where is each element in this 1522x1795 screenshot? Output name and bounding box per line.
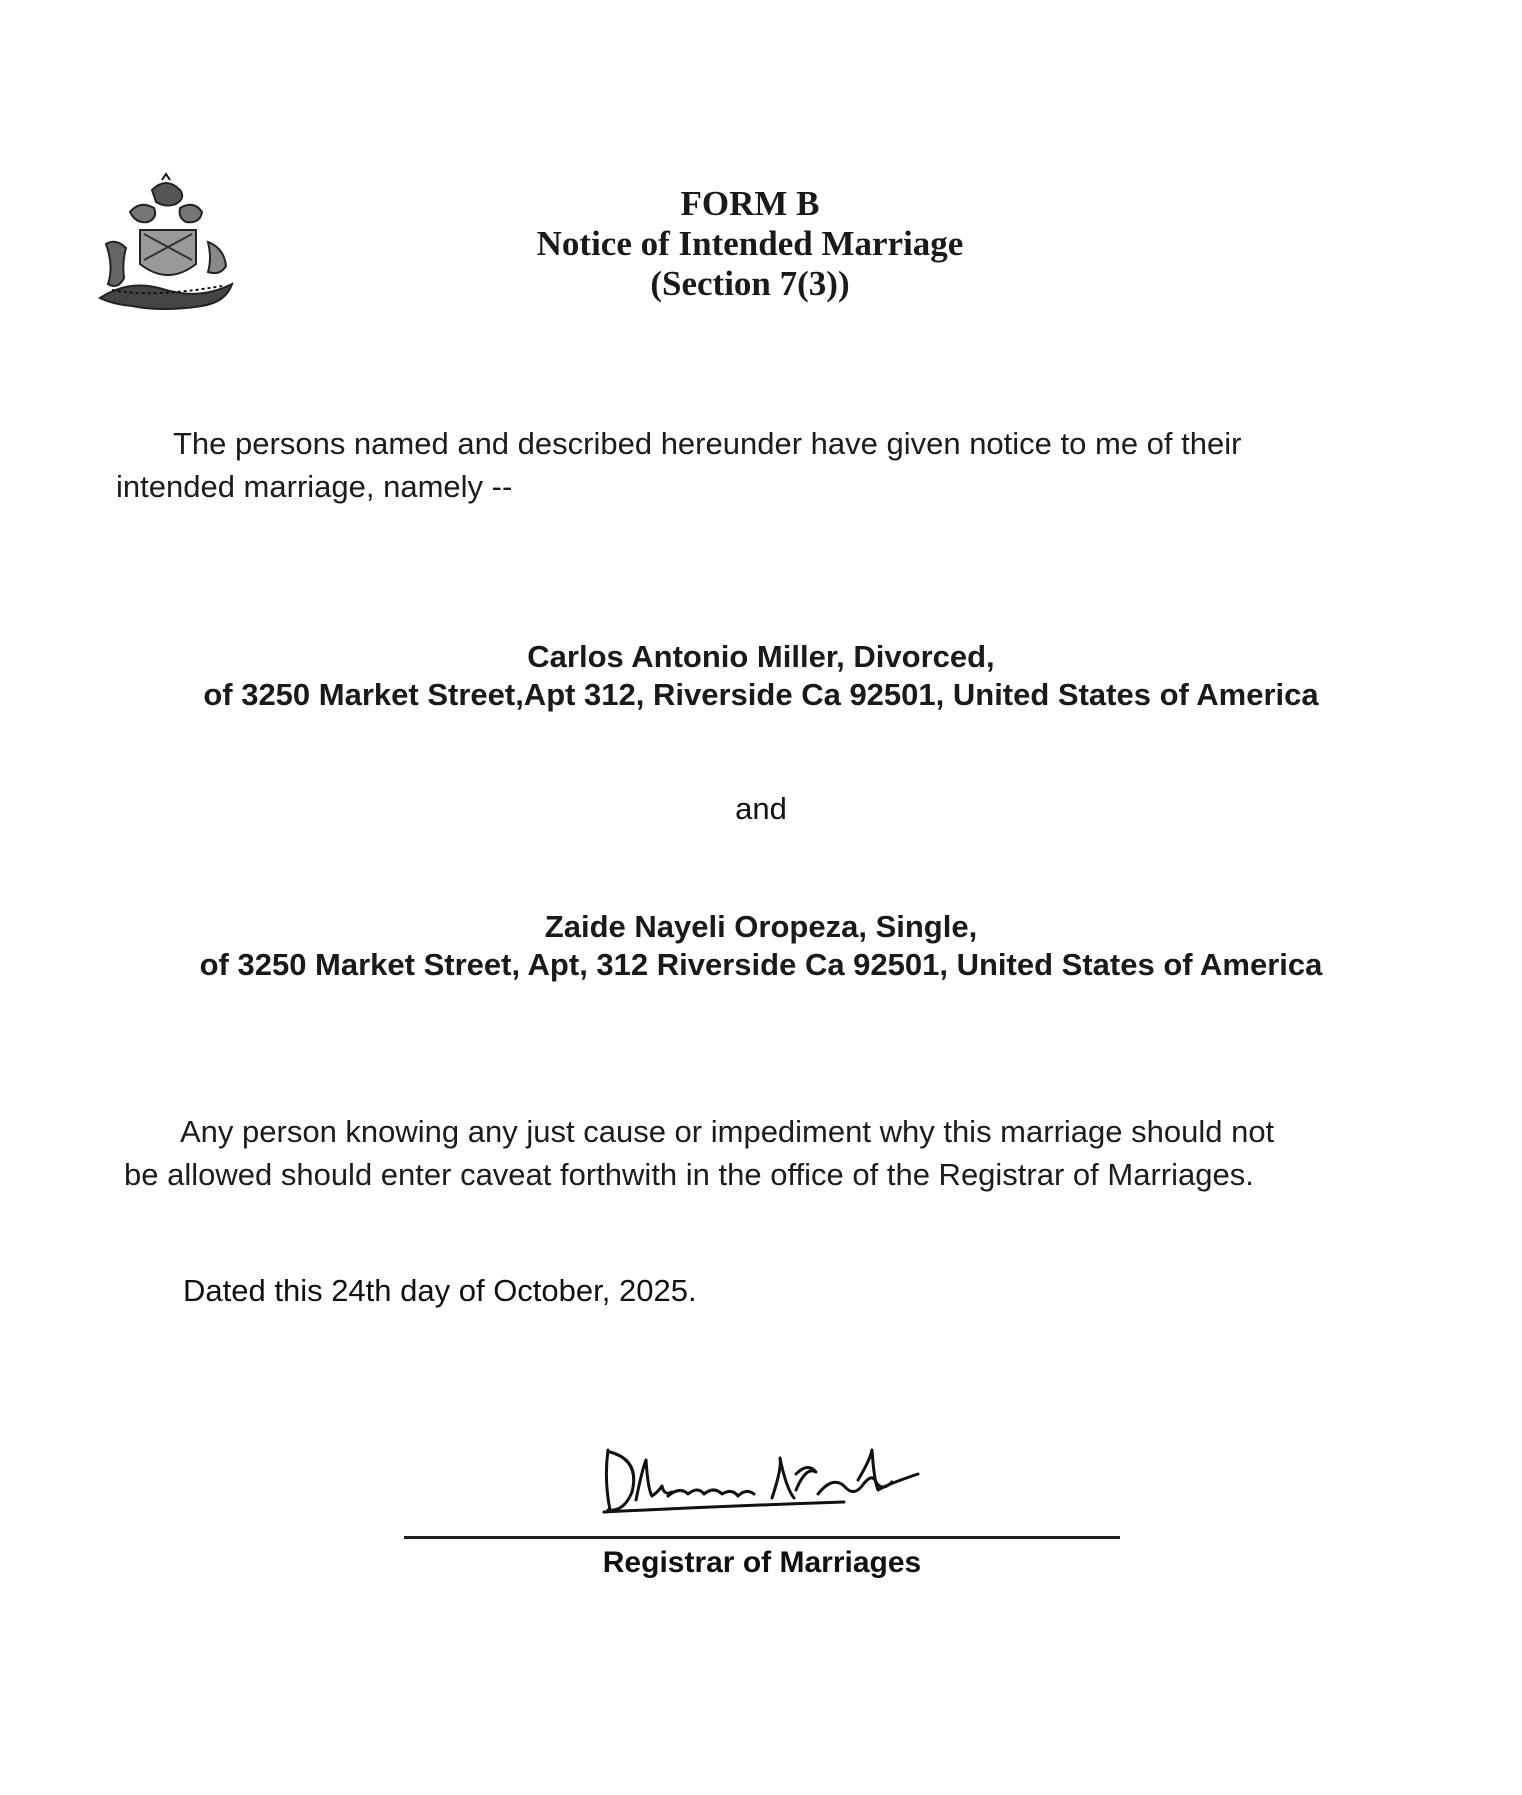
signatory-title: Registrar of Marriages [602, 1546, 922, 1579]
signature-line [404, 1536, 1120, 1539]
form-section: (Section 7(3)) [650, 264, 850, 303]
party-2 [100, 908, 1422, 984]
party-2-address: of 3250 Market Street, Apt, 312 Riverside Ca 92501, United States of America [199, 947, 1323, 982]
form-label: FORM B [680, 184, 820, 223]
party-2-name: Zaide Nayeli Oropeza, Single, [544, 909, 978, 944]
handwritten-signature [596, 1440, 926, 1520]
intro-line-1: The persons named and described hereunder have given notice to me of their [173, 426, 1242, 461]
caveat-line-1: Any person knowing any just cause or impediment why this marriage should not [180, 1114, 1275, 1149]
caveat-line-2: be allowed should enter caveat forthwith in the office of the Registrar of Marriages. [124, 1157, 1254, 1192]
form-title: Notice of Intended Marriage [536, 224, 964, 263]
coat-of-arms-icon [92, 172, 240, 324]
caveat-paragraph [124, 1110, 1404, 1196]
party-1 [100, 638, 1422, 714]
intro-line-2: intended marriage, namely -- [116, 469, 513, 504]
dated-line: Dated this 24th day of October, 2025. [183, 1273, 697, 1308]
intro-paragraph [116, 422, 1356, 508]
form-header [420, 184, 1080, 304]
party-1-name: Carlos Antonio Miller, Divorced, [527, 639, 995, 674]
party-1-address: of 3250 Market Street,Apt 312, Riverside Ca 92501, United States of America [203, 677, 1319, 712]
conjunction: and [735, 791, 787, 826]
